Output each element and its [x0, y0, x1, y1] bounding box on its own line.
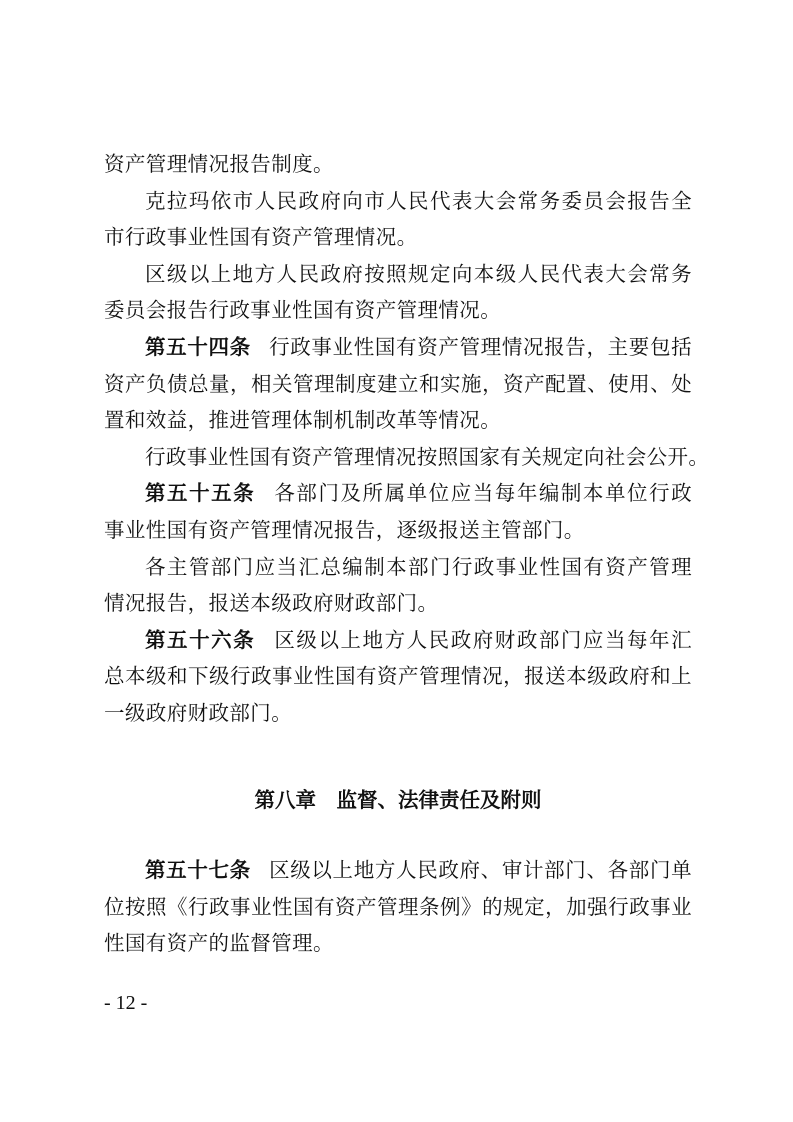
text-line [104, 439, 710, 476]
text-line [104, 695, 692, 732]
text-line [104, 402, 692, 439]
text-line [104, 925, 692, 962]
text-line [104, 183, 692, 220]
line-text: 市行政事业性国有资产管理情况。 [104, 225, 418, 250]
line-text: 情况报告，报送本级政府财政部门。 [104, 591, 439, 616]
page-number: - 12 - [104, 992, 148, 1014]
line-text: 资产负债总量，相关管理制度建立和实施，资产配置、使用、处 [104, 371, 692, 396]
line-text: 一级政府财政部门。 [104, 700, 293, 725]
line-text: 置和效益，推进管理体制机制改革等情况。 [104, 408, 502, 433]
line-text: 行政事业性国有资产管理情况按照国家有关规定向社会公开。 [145, 444, 710, 469]
line-text: 资产管理情况报告制度。 [104, 152, 334, 176]
text-line [104, 889, 692, 926]
text-line [104, 256, 692, 293]
text-line [104, 146, 692, 183]
text-line [104, 549, 692, 586]
text-line [104, 219, 692, 256]
line-text: 克拉玛依市人民政府向市人民代表大会常务委员会报告全 [145, 188, 692, 213]
line-text: 区级以上地方人民政府按照规定向本级人民代表大会常务 [145, 261, 692, 286]
text-line [104, 658, 692, 695]
line-text: 性国有资产的监督管理。 [104, 931, 334, 956]
line-text: 总本级和下级行政事业性国有资产管理情况，报送本级政府和上 [104, 664, 692, 689]
text-line [104, 585, 692, 622]
line-text: 各部门及所属单位应当每年编制本单位行政 [273, 481, 693, 506]
body-text-2 [104, 852, 692, 962]
line-text: 行政事业性国有资产管理情况报告，主要包括 [268, 334, 693, 359]
article-heading: 第五十五条 [145, 481, 256, 506]
line-text: 区级以上地方人民政府财政部门应当每年汇 [273, 627, 693, 652]
line-text: 事业性国有资产管理情况报告，逐级报送主管部门。 [104, 517, 585, 542]
article-57 [104, 852, 692, 889]
text-line [104, 292, 692, 329]
text-line [104, 366, 692, 403]
article-56 [104, 622, 692, 659]
text-line [104, 512, 692, 549]
line-text: 各主管部门应当汇总编制本部门行政事业性国有资产管理 [145, 554, 692, 579]
line-text: 位按照《行政事业性国有资产管理条例》的规定，加强行政事业 [104, 894, 692, 919]
line-text: 委员会报告行政事业性国有资产管理情况。 [104, 298, 502, 323]
article-54 [104, 329, 692, 366]
article-55 [104, 475, 692, 512]
article-heading: 第五十四条 [145, 334, 251, 359]
article-heading: 第五十六条 [145, 627, 256, 652]
article-heading: 第五十七条 [145, 858, 251, 882]
body-text [104, 146, 710, 732]
line-text: 区级以上地方人民政府、审计部门、各部门单 [268, 858, 693, 882]
chapter-title: 第八章 监督、法律责任及附则 [254, 788, 542, 812]
